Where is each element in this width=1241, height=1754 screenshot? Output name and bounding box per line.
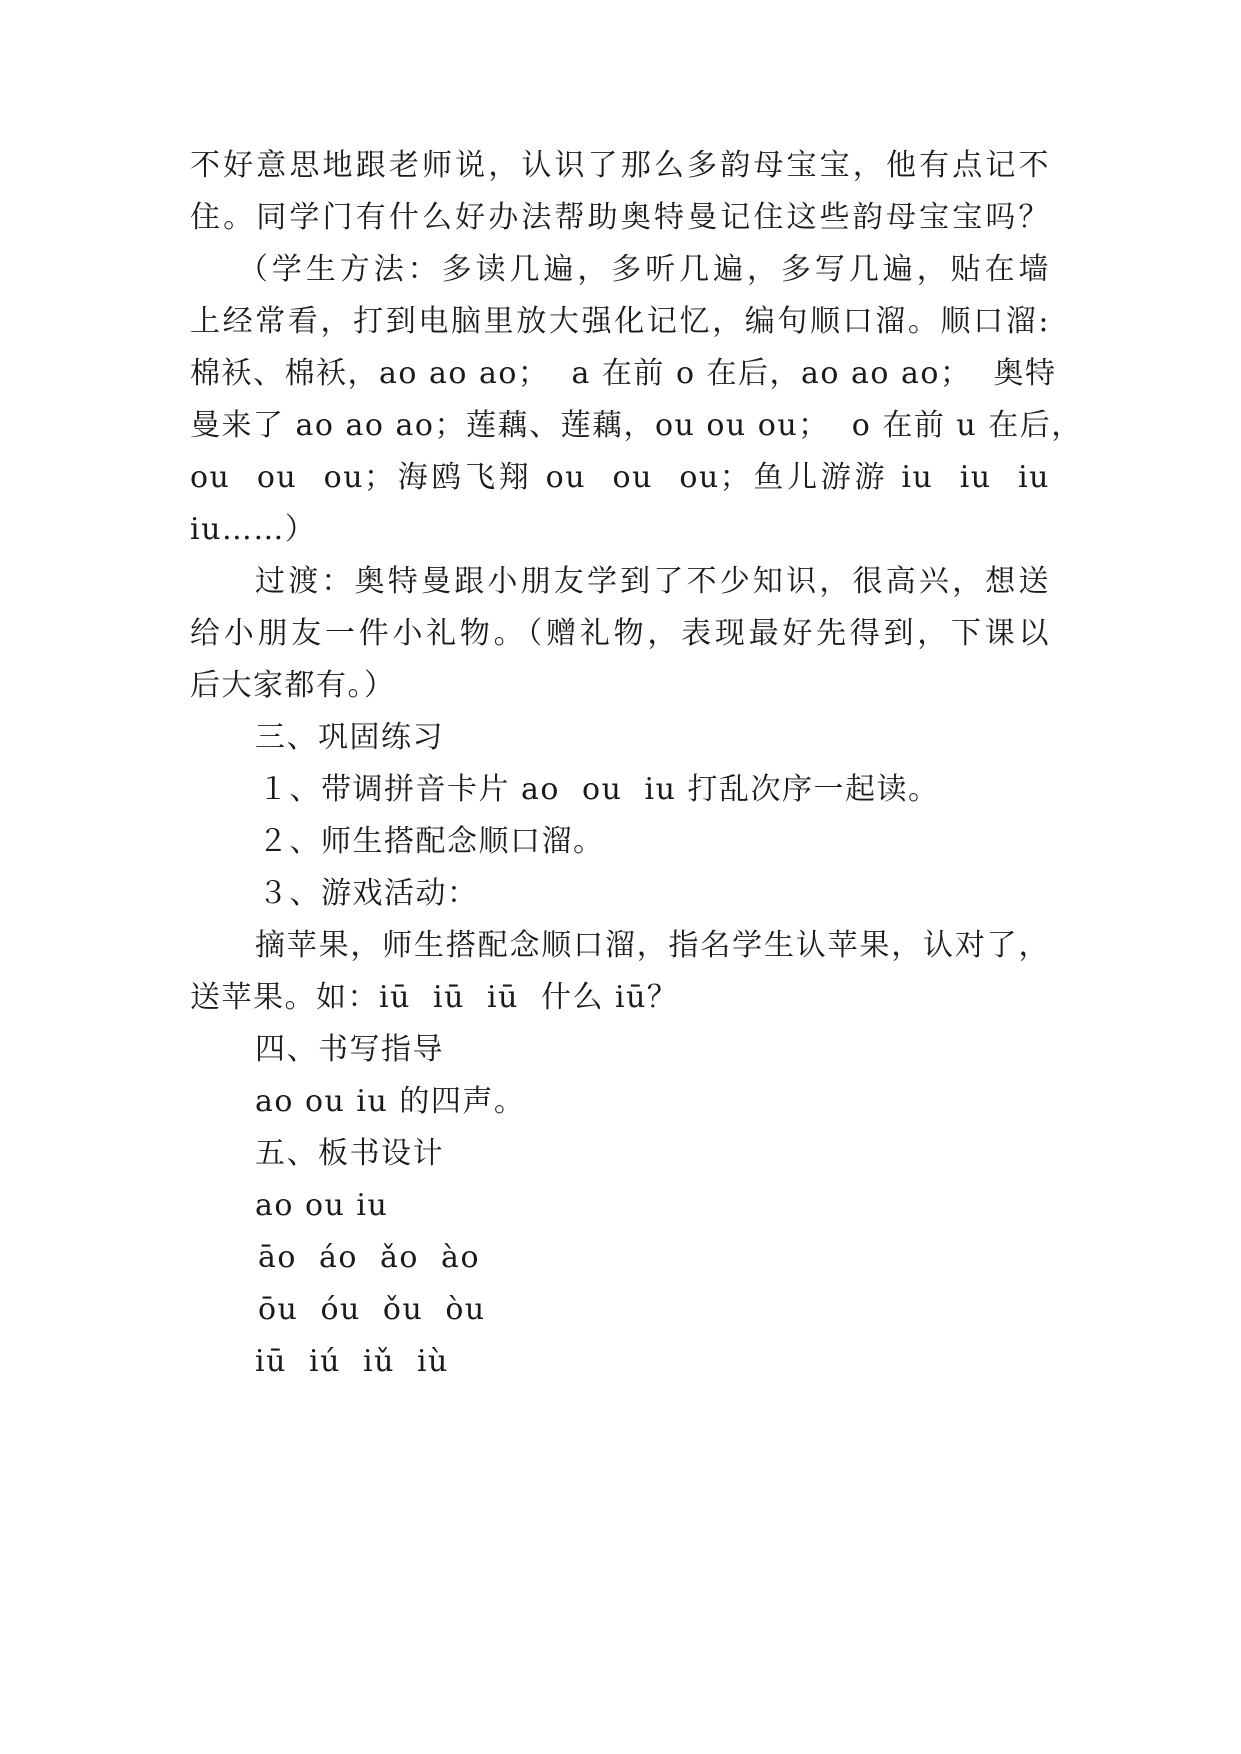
section-heading: 四、书写指导 bbox=[255, 1032, 444, 1067]
paragraph-line: 给小朋友一件小礼物。（赠礼物，表现最好先得到，下课以 bbox=[190, 616, 1050, 651]
paragraph-line: 曼来了 ao ao ao；莲藕、莲藕，ou ou ou； o 在前 u 在后， bbox=[190, 408, 1083, 443]
paragraph-line: 过渡：奥特曼跟小朋友学到了不少知识，很高兴，想送 bbox=[255, 564, 1050, 599]
section-heading: 五、板书设计 bbox=[255, 1136, 444, 1171]
paragraph-line: 棉袄、棉袄，ao ao ao； a 在前 o 在后，ao ao ao； 奥特 bbox=[190, 356, 1057, 391]
paragraph-line: 后大家都有。） bbox=[190, 668, 396, 703]
list-item: ２、师生搭配念顺口溜。 bbox=[258, 824, 605, 859]
pinyin-line: ao ou iu bbox=[255, 1188, 389, 1223]
paragraph-line: 不好意思地跟老师说，认识了那么多韵母宝宝，他有点记不 bbox=[190, 148, 1050, 183]
pinyin-line: iū iú iǔ iù bbox=[255, 1344, 449, 1379]
pinyin-line: ōu óu ǒu òu bbox=[258, 1292, 486, 1327]
section-heading: 三、巩固练习 bbox=[255, 720, 444, 755]
paragraph-line: （学生方法：多读几遍，多听几遍，多写几遍，贴在墙 bbox=[238, 252, 1050, 287]
paragraph-line: ou ou ou；海鸥飞翔 ou ou ou；鱼儿游游 iu iu iu bbox=[190, 460, 1050, 495]
paragraph-line: 上经常看，打到电脑里放大强化记忆，编句顺口溜。顺口溜: bbox=[190, 304, 1050, 339]
list-item: ３、游戏活动： bbox=[258, 876, 479, 911]
paragraph-line: 住。同学门有什么好办法帮助奥特曼记住这些韵母宝宝吗？ bbox=[190, 200, 1050, 235]
paragraph-line: iu……） bbox=[190, 512, 317, 547]
pinyin-line: āo áo ǎo ào bbox=[258, 1240, 481, 1275]
paragraph-line: ao ou iu 的四声。 bbox=[255, 1084, 526, 1119]
paragraph-line: 送苹果。如：iū iū iū 什么 iū？ bbox=[190, 980, 679, 1015]
paragraph-line: 摘苹果，师生搭配念顺口溜，指名学生认苹果，认对了， bbox=[255, 928, 1050, 963]
list-item: １、带调拼音卡片 ao ou iu 打乱次序一起读。 bbox=[258, 772, 940, 807]
